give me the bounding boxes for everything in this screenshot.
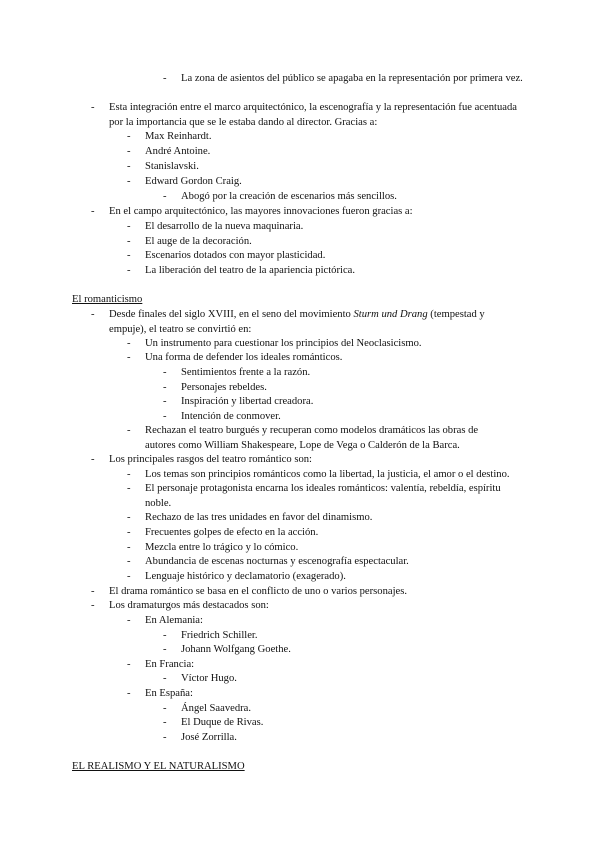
list-item-text: Abundancia de escenas nocturnas y escenografía espectacular. <box>145 556 409 567</box>
bullet-dash: - <box>91 206 95 217</box>
list-item-text: Intención de conmover. <box>181 411 281 422</box>
bullet-dash: - <box>127 161 131 172</box>
italic-term: Sturm und Drang <box>353 309 428 320</box>
bullet-dash: - <box>163 673 167 684</box>
list-item-text: El desarrollo de la nueva maquinaria. <box>145 221 304 232</box>
bullet-dash: - <box>127 542 131 553</box>
section-heading: El romanticismo <box>72 294 143 305</box>
list-item-text: Rechazan el teatro burgués y recuperan como modelos dramáticos las obras de autores como William Shakespeare, Lope de Vega o Calderón de la Barca. <box>145 425 479 451</box>
bullet-dash: - <box>91 586 95 597</box>
bullet-dash: - <box>127 352 131 363</box>
list-item-text: Inspiración y libertad creadora. <box>181 396 314 407</box>
list-item-text: El personaje protagonista encarna los ideales románticos: valentía, rebeldía, espíritu noble. <box>145 483 501 509</box>
bullet-dash: - <box>127 265 131 276</box>
bullet-dash: - <box>127 527 131 538</box>
list-item-text: La zona de asientos del público se apagaba en la representación por primera vez. <box>181 73 523 84</box>
bullet-dash: - <box>127 615 131 626</box>
text-segment: Desde finales del siglo XVIII, en el seno del movimiento <box>109 309 354 320</box>
list-item-text: El auge de la decoración. <box>145 236 252 247</box>
list-item-text: Personajes rebeldes. <box>181 382 267 393</box>
section-heading: EL REALISMO Y EL NATURALISMO <box>72 761 245 772</box>
list-item-text: Los dramaturgos más destacados son: <box>109 600 269 611</box>
bullet-dash: - <box>163 191 167 202</box>
text-segment: (tempestad y empuje), el teatro se convirtió en: <box>109 309 485 335</box>
bullet-dash: - <box>163 396 167 407</box>
list-item-text: Sentimientos frente a la razón. <box>181 367 311 378</box>
bullet-dash: - <box>163 644 167 655</box>
bullet-dash: - <box>127 571 131 582</box>
bullet-dash: - <box>127 688 131 699</box>
bullet-dash: - <box>127 221 131 232</box>
list-item-text: Esta integración entre el marco arquitectónico, la escenografía y la representación fue acentuada por la importancia que se le estaba dando al director. Gracias a: <box>109 102 517 128</box>
list-item-text: Una forma de defender los ideales románticos. <box>145 352 343 363</box>
list-item-text: La liberación del teatro de la apariencia pictórica. <box>145 265 355 276</box>
list-item-text: Ángel Saavedra. <box>181 703 252 714</box>
list-item-text <box>109 308 514 337</box>
bullet-dash: - <box>127 659 131 670</box>
list-item-text: André Antoine. <box>145 146 211 157</box>
bullet-dash: - <box>163 382 167 393</box>
bullet-dash: - <box>163 732 167 743</box>
bullet-dash: - <box>163 73 167 84</box>
list-item-text: Los principales rasgos del teatro romántico son: <box>109 454 312 465</box>
bullet-dash: - <box>127 556 131 567</box>
bullet-dash: - <box>127 512 131 523</box>
list-item-text: Rechazo de las tres unidades en favor del dinamismo. <box>145 512 373 523</box>
list-item-text: Stanislavski. <box>145 161 199 172</box>
bullet-dash: - <box>91 454 95 465</box>
list-item-text: Abogó por la creación de escenarios más sencillos. <box>181 191 397 202</box>
list-item-text: En Francia: <box>145 659 195 670</box>
bullet-dash: - <box>163 367 167 378</box>
list-item-text: Mezcla entre lo trágico y lo cómico. <box>145 542 299 553</box>
list-item-text: Escenarios dotados con mayor plasticidad. <box>145 250 326 261</box>
list-item-text: Friedrich Schiller. <box>181 630 258 641</box>
list-item-text: Los temas son principios románticos como la libertad, la justicia, el amor o el destino. <box>145 469 510 480</box>
bullet-dash: - <box>91 600 95 611</box>
list-item-text: José Zorrilla. <box>181 732 237 743</box>
list-item-text: Frecuentes golpes de efecto en la acción. <box>145 527 319 538</box>
bullet-dash: - <box>127 469 131 480</box>
list-item-text: Lenguaje histórico y declamatorio (exagerado). <box>145 571 346 582</box>
list-item-text: En Alemania: <box>145 615 203 626</box>
bullet-dash: - <box>127 236 131 247</box>
list-item-text: Edward Gordon Craig. <box>145 176 242 187</box>
bullet-dash: - <box>163 717 167 728</box>
bullet-dash: - <box>127 338 131 349</box>
bullet-dash: - <box>163 630 167 641</box>
list-item-text: Víctor Hugo. <box>181 673 237 684</box>
bullet-dash: - <box>91 309 95 320</box>
bullet-dash: - <box>163 411 167 422</box>
list-item-text: El drama romántico se basa en el conflicto de uno o varios personajes. <box>109 586 407 597</box>
bullet-dash: - <box>127 250 131 261</box>
bullet-dash: - <box>127 425 131 436</box>
bullet-dash: - <box>163 703 167 714</box>
bullet-dash: - <box>127 131 131 142</box>
bullet-dash: - <box>127 146 131 157</box>
bullet-dash: - <box>91 102 95 113</box>
list-item-text: En el campo arquitectónico, las mayores innovaciones fueron gracias a: <box>109 206 413 217</box>
bullet-dash: - <box>127 483 131 494</box>
list-item-text: Max Reinhardt. <box>145 131 212 142</box>
list-item-text: En España: <box>145 688 193 699</box>
list-item-text: El Duque de Rivas. <box>181 717 264 728</box>
list-item-text: Un instrumento para cuestionar los principios del Neoclasicismo. <box>145 338 422 349</box>
list-item-text: Johann Wolfgang Goethe. <box>181 644 291 655</box>
bullet-dash: - <box>127 176 131 187</box>
